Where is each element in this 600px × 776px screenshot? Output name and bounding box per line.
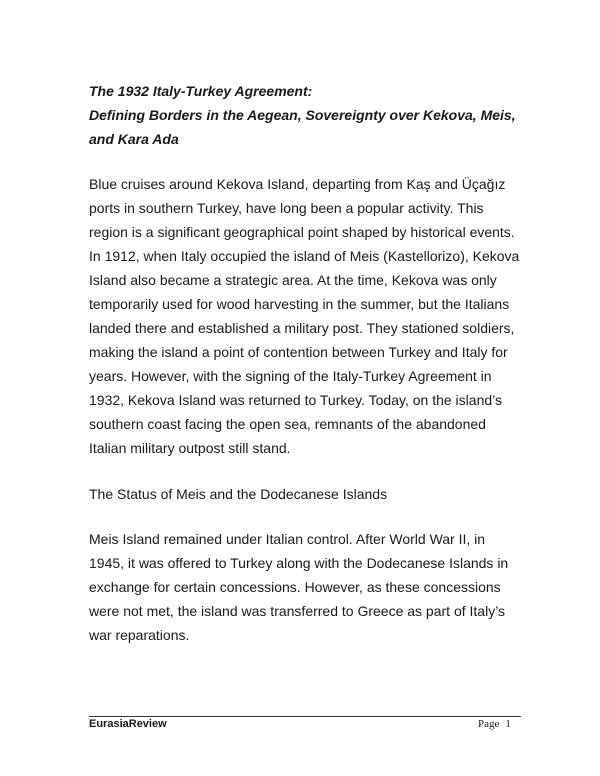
page-label: Page — [478, 718, 500, 730]
section-heading-text: The Status of Meis and the Dodecanese Islands — [89, 486, 388, 502]
article-title — [89, 79, 529, 151]
paragraph-line: ports in southern Turkey, have long been a popular activity. This — [89, 200, 484, 216]
paragraph-line: Meis Island remained under Italian control. After World War II, in — [89, 531, 486, 547]
title-line: Defining Borders in the Aegean, Sovereignty over Kekova, Meis, — [89, 107, 516, 123]
title-line: and Kara Ada — [89, 131, 179, 147]
paragraph-line: were not met, the island was transferred to Greece as part of Italy’s — [89, 603, 506, 619]
paragraph-line: 1932, Kekova Island was returned to Turkey. Today, on the island’s — [89, 392, 502, 408]
paragraph-line: region is a significant geographical point shaped by historical events. — [89, 224, 515, 240]
section-heading — [89, 482, 529, 506]
paragraph-line: landed there and established a military post. They stationed soldiers, — [89, 320, 515, 336]
paragraph-line: war reparations. — [89, 627, 190, 643]
paragraph-line: 1945, it was offered to Turkey along with the Dodecanese Islands in — [89, 555, 509, 571]
paragraph-line: Blue cruises around Kekova Island, departing from Kaş and Üçağız — [89, 176, 506, 192]
paragraph-line: exchange for certain concessions. However, as these concessions — [89, 579, 501, 595]
meis-paragraph — [89, 527, 529, 647]
page-number: 1 — [505, 718, 511, 730]
paragraph-line: southern coast facing the open sea, remnants of the abandoned — [89, 416, 486, 432]
footer-divider — [89, 716, 521, 717]
paragraph-line: making the island a point of contention between Turkey and Italy for — [89, 344, 508, 360]
footer-page-number — [478, 718, 511, 730]
paragraph-line: In 1912, when Italy occupied the island of Meis (Kastellorizo), Kekova — [89, 248, 520, 264]
paragraph-line: years. However, with the signing of the Italy-Turkey Agreement in — [89, 368, 492, 384]
paragraph-line: Italian military outpost still stand. — [89, 440, 291, 456]
title-line: The 1932 Italy-Turkey Agreement: — [89, 83, 313, 99]
footer-publisher: EurasiaReview — [89, 718, 167, 730]
paragraph-line: temporarily used for wood harvesting in the summer, but the Italians — [89, 296, 510, 312]
paragraph-line: Island also became a strategic area. At the time, Kekova was only — [89, 272, 497, 288]
intro-paragraph — [89, 172, 529, 460]
